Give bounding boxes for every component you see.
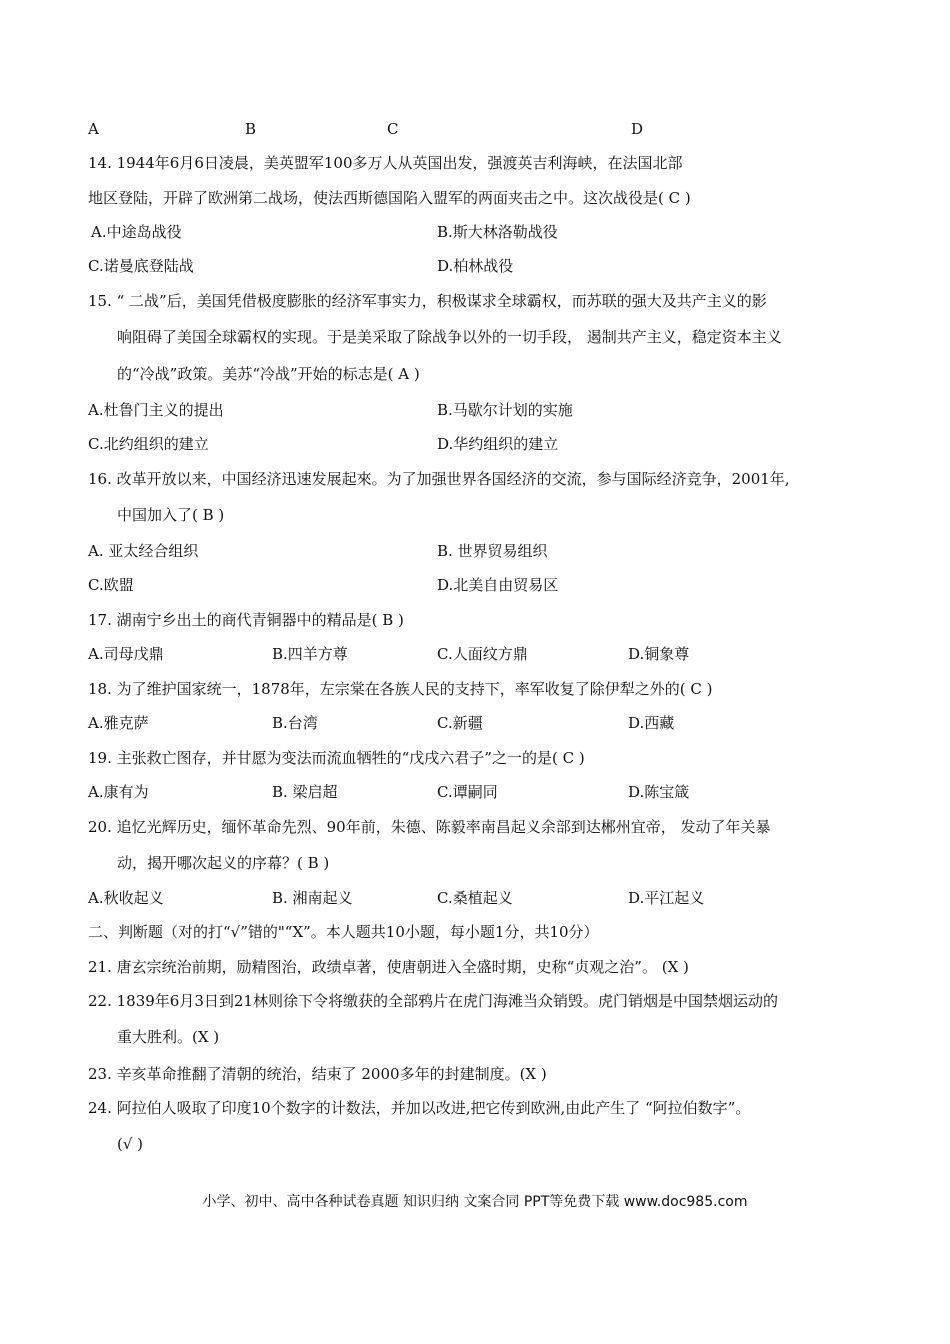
q16-option-a: A. 亚太经合组织 xyxy=(88,542,199,560)
q18-option-c: C.新疆 xyxy=(437,714,483,732)
q24-line1: 24. 阿拉伯人吸取了印度10个数字的计数法，并加以改进,把它传到欧洲,由此产生了 “阿拉伯数字”。 xyxy=(88,1099,751,1117)
page-footer: 小学、初中、高中各种试卷真题 知识归纳 文案合同 PPT等免费下载 www.doc985.com xyxy=(202,1194,748,1210)
section-heading: 二、判断题（对的打“√”错的"“X”。本人题共10小题，每小题1分，共10分） xyxy=(88,923,599,941)
q20-line2: 动，揭开哪次起义的序幕？( B ) xyxy=(117,854,330,872)
q22-line1: 22. 1839年6月3日到21林则徐下令将缴获的全部鸦片在虎门海滩当众销毁。虎门销烟是中国禁烟运动的 xyxy=(88,992,778,1010)
q19-option-a: A.康有为 xyxy=(88,783,149,801)
q17-option-b: B.四羊方尊 xyxy=(272,645,348,663)
q16-option-d: D.北美自由贸易区 xyxy=(437,576,559,594)
q18-option-a: A.雅克萨 xyxy=(88,714,149,732)
q14-option-b: B.斯大林洛勒战役 xyxy=(437,223,558,241)
q15-option-b: B.马歇尔计划的实施 xyxy=(437,401,573,419)
q14-line1: 14. 1944年6月6日凌晨，美英盟军100多万人从英国出发，强渡英吉利海峡，在法国北部 xyxy=(88,154,683,172)
q17-line1: 17. 湖南宁乡出土的商代青铜器中的精品是( B ) xyxy=(88,611,404,629)
q23-line1: 23. 辛亥革命推翻了清朝的统治，结束了 2000多年的封建制度。(X ) xyxy=(88,1065,547,1083)
q16-option-c: C.欧盟 xyxy=(88,576,134,594)
q17-option-d: D.铜象尊 xyxy=(628,645,690,663)
q20-option-d: D.平江起义 xyxy=(628,889,705,907)
q20-option-b: B. 湘南起义 xyxy=(272,889,353,907)
q15-line2: 响阻碍了美国全球霸权的实现。于是美采取了除战争以外的一切手段， 遏制共产主义，稳定资本主义 xyxy=(117,328,782,346)
q20-option-c: C.桑植起义 xyxy=(437,889,513,907)
q19-option-d: D.陈宝箴 xyxy=(628,783,690,801)
q16-line2: 中国加入了( B ) xyxy=(117,506,225,524)
q18-line1: 18. 为了维护国家统一，1878年，左宗棠在各族人民的支持下，率军收复了除伊犁之外的( C ) xyxy=(88,680,713,698)
q21-line1: 21. 唐玄宗统治前期，励精图治，政绩卓著，使唐朝进入全盛时期，史称“贞观之治”。 (X ) xyxy=(88,958,689,976)
q15-line1: 15. “ 二战”后，美国凭借极度膨胀的经济军事实力，积极谋求全球霸权，而苏联的强大及共产主义的影 xyxy=(88,292,767,310)
q15-option-c: C.北约组织的建立 xyxy=(88,435,209,453)
q20-line1: 20. 追忆光辉历史，缅怀革命先烈、90年前，朱德、陈毅率南昌起义余部到达郴州宜帝， 发动了年关暴 xyxy=(88,818,771,836)
q16-line1: 16. 改革开放以来，中国经济迅速发展起來。为了加强世界各国经济的交流，参与国际经济竞争，2001年, xyxy=(88,470,790,488)
q15-line3: 的“冷战”政策。美苏“冷战”开始的标志是( A ) xyxy=(117,365,420,383)
q18-option-d: D.西藏 xyxy=(628,714,675,732)
q17-option-c: C.人面纹方鼎 xyxy=(437,645,528,663)
header-option-d: D xyxy=(631,120,644,138)
q19-option-c: C.谭嗣同 xyxy=(437,783,498,801)
q20-option-a: A.秋收起义 xyxy=(88,889,164,907)
q18-option-b: B.台湾 xyxy=(272,714,318,732)
q17-option-a: A.司母戊鼎 xyxy=(88,645,164,663)
q19-option-b: B. 梁启超 xyxy=(272,783,338,801)
q22-line2: 重大胜利。(X ) xyxy=(117,1028,220,1046)
header-option-b: B xyxy=(245,120,257,138)
q14-option-d: D.柏林战役 xyxy=(437,257,514,275)
header-option-a: A xyxy=(88,120,99,138)
q15-option-d: D.华约组织的建立 xyxy=(437,435,559,453)
q14-option-a: A.中途岛战役 xyxy=(91,223,182,241)
q24-line2: (√ ) xyxy=(117,1135,144,1153)
q14-option-c: C.诺曼底登陆战 xyxy=(88,257,194,275)
header-option-c: C xyxy=(387,120,399,138)
q16-option-b: B. 世界贸易组织 xyxy=(437,542,548,560)
q14-line2: 地区登陆，开辟了欧洲第二战场，使法西斯德国陷入盟军的两面夹击之中。这次战役是( C ) xyxy=(88,189,691,207)
q19-line1: 19. 主张救亡图存，并甘愿为变法而流血牺牲的“戊戌六君子”之一的是( C ) xyxy=(88,749,585,767)
q15-option-a: A.杜鲁门主义的提出 xyxy=(88,401,224,419)
